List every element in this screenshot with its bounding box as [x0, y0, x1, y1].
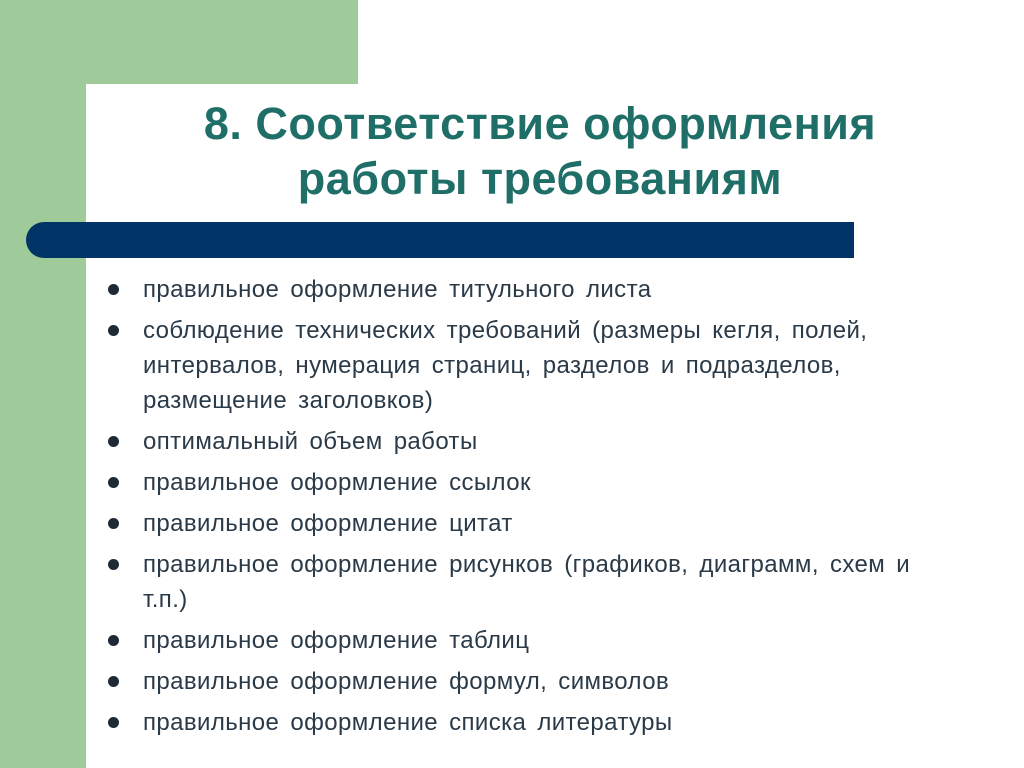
- list-item: [108, 705, 918, 740]
- title-underline-bar: [26, 222, 854, 258]
- decor-green-strip-top: [0, 0, 358, 84]
- list-item-text: соблюдение технических требований (размеры кегля, полей, интервалов, нумерация страниц, разделов и подразделов, размещение заголовков): [143, 317, 868, 414]
- bullet-icon: [108, 717, 119, 728]
- list-item: [108, 424, 918, 459]
- list-item-text: правильное оформление рисунков (графиков, диаграмм, схем и т.п.): [143, 551, 911, 613]
- list-item: [108, 664, 918, 699]
- list-item-text: правильное оформление списка литературы: [143, 709, 673, 736]
- slide-title-line-1: 8. Соответствие оформления: [203, 98, 877, 149]
- decor-green-strip-left: [0, 0, 86, 768]
- list-item: [108, 313, 918, 418]
- list-item: [108, 272, 918, 307]
- slide-title-line-2: работы требованиям: [297, 153, 783, 204]
- list-item: [108, 465, 918, 500]
- bullet-icon: [108, 676, 119, 687]
- list-item: [108, 547, 918, 617]
- bullet-icon: [108, 325, 119, 336]
- list-item-text: правильное оформление цитат: [143, 510, 513, 537]
- requirements-list: [108, 272, 918, 746]
- list-item-text: оптимальный объем работы: [143, 428, 478, 455]
- bullet-icon: [108, 284, 119, 295]
- list-item: [108, 506, 918, 541]
- list-item-text: правильное оформление титульного листа: [143, 276, 652, 303]
- bullet-icon: [108, 477, 119, 488]
- list-item-text: правильное оформление таблиц: [143, 627, 530, 654]
- bullet-icon: [108, 518, 119, 529]
- list-item: [108, 623, 918, 658]
- list-item-text: правильное оформление ссылок: [143, 469, 531, 496]
- bullet-icon: [108, 635, 119, 646]
- list-item-text: правильное оформление формул, символов: [143, 668, 670, 695]
- slide-title: [100, 96, 980, 206]
- bullet-icon: [108, 436, 119, 447]
- bullet-icon: [108, 559, 119, 570]
